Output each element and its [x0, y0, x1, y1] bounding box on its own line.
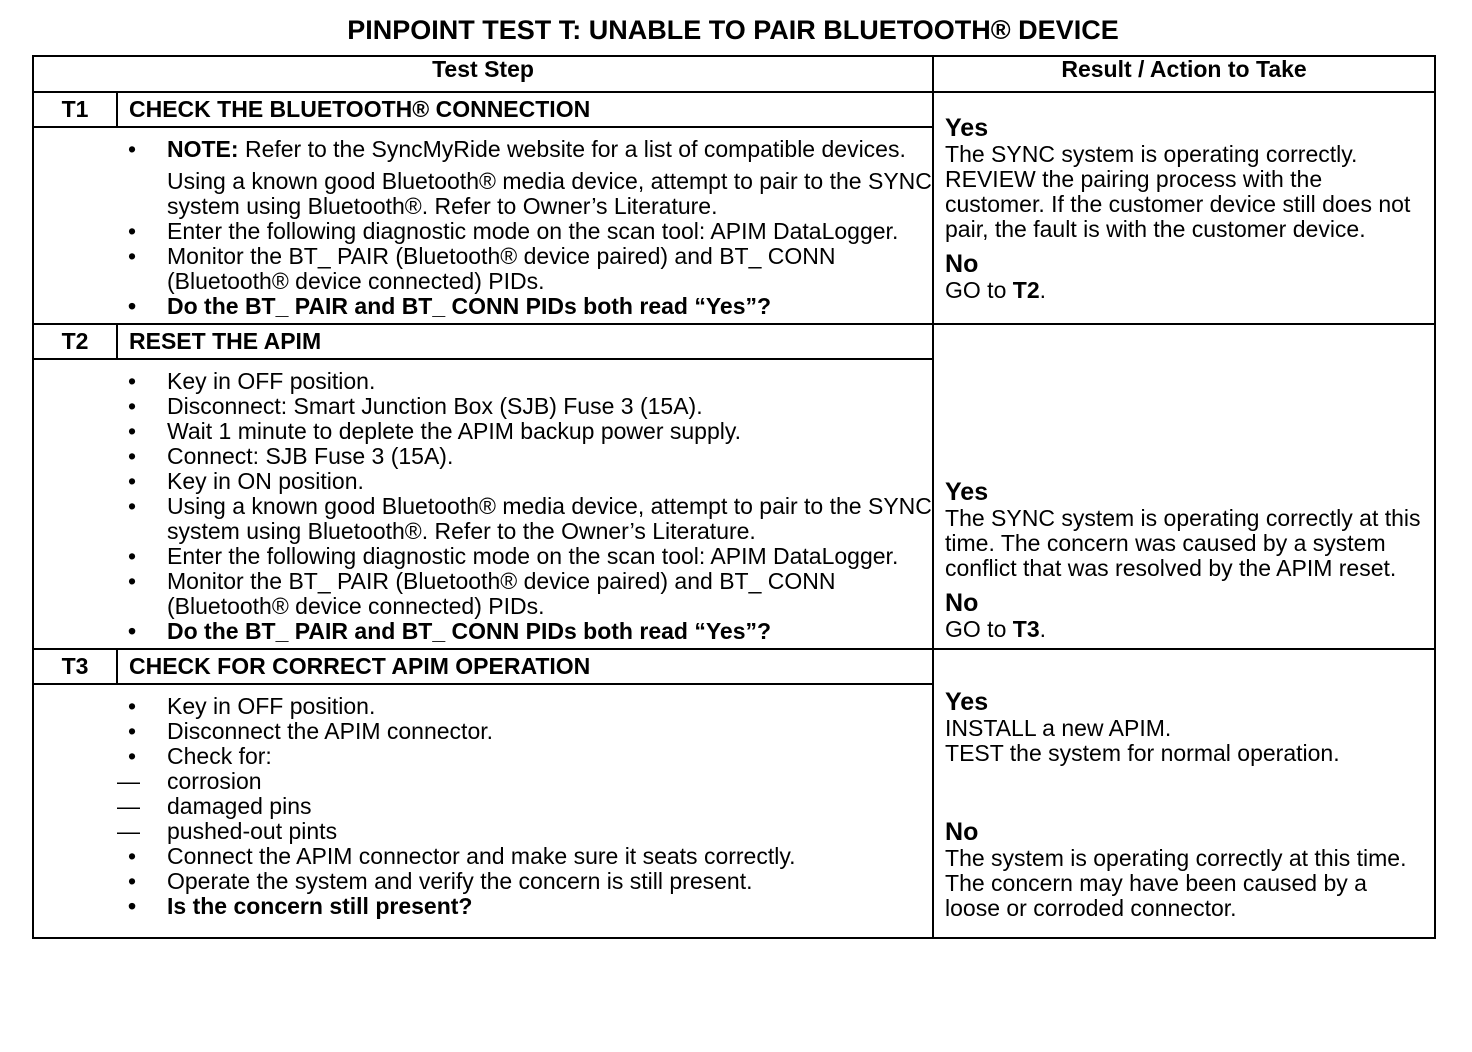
step-t2-yes-text: The SYNC system is operating correctly at this time. The concern was caused by a system conflict that was resolved by the APIM reset. [945, 505, 1421, 581]
step-t2-title: RESET THE APIM [117, 324, 933, 359]
note-label: NOTE: [167, 136, 239, 162]
step-t2-no-action: GO to T3. [945, 616, 1046, 642]
list-item: • Operate the system and verify the concern is still present. [128, 868, 753, 894]
step-t3-header-row [33, 649, 1435, 684]
list-item-question: • Do the BT_ PAIR and BT_ CONN PIDs both read “Yes”? [128, 618, 772, 644]
step-t2-result [933, 324, 1435, 649]
step-t3-result [933, 649, 1435, 938]
list-item: • Enter the following diagnostic mode on the scan tool: APIM DataLogger. [128, 218, 899, 244]
step-t3-yes-line1: INSTALL a new APIM. [945, 715, 1172, 741]
step-t1-result [933, 92, 1435, 324]
page-title: PINPOINT TEST T: UNABLE TO PAIR BLUETOOTH® DEVICE [347, 15, 1119, 45]
step-t3-id: T3 [33, 649, 117, 684]
list-item: • Key in OFF position. [128, 693, 376, 719]
step-t2-no-target: T3 [1012, 616, 1040, 642]
step-t1-title: CHECK THE BLUETOOTH® CONNECTION [117, 92, 933, 127]
result-header: Result / Action to Take [933, 56, 1435, 92]
note-continuation: Using a known good Bluetooth® media device, attempt to pair to the SYNC system using Bluetooth®. Refer to Owner’s Literature. [167, 168, 932, 219]
step-t3-no-text: The system is operating correctly at this time. The concern may have been caused by a loose or corroded connector. [945, 845, 1407, 921]
list-item: • Wait 1 minute to deplete the APIM backup power supply. [128, 418, 742, 444]
sub-list-item: — pushed-out pints [117, 818, 338, 844]
list-item: • Enter the following diagnostic mode on the scan tool: APIM DataLogger. [128, 543, 899, 569]
list-item: • Connect the APIM connector and make sure it seats correctly. [128, 843, 796, 869]
step-t3-title: CHECK FOR CORRECT APIM OPERATION [117, 649, 933, 684]
step-t2-yes-label: Yes [945, 478, 989, 506]
step-t3-yes-line2: TEST the system for normal operation. [945, 740, 1340, 766]
list-item: • Using a known good Bluetooth® media device, attempt to pair to the SYNC system using Bluetooth®. Refer to the Owner’s Literature. [128, 493, 932, 544]
step-t2-header-row [33, 324, 1435, 359]
step-t2-content [117, 359, 933, 649]
list-item: • NOTE: Refer to the SyncMyRide website for a list of compatible devices. Using a known good Bluetooth® media device, attempt to pair to the SYNC system using Bluetooth®. Refer to Owner’s Literature. [128, 136, 932, 219]
step-t2-no-label: No [945, 589, 979, 617]
step-t3-content [117, 684, 933, 938]
step-t2-id: T2 [33, 324, 117, 359]
step-t1-header-row [33, 92, 1435, 127]
step-t3-no-label: No [945, 818, 979, 846]
step-t1-yes-text: The SYNC system is operating correctly. REVIEW the pairing process with the customer. If the customer device still does not pair, the fault is with the customer device. [945, 140, 1411, 242]
step-t1-no-label: No [945, 249, 979, 278]
step-t1-no-target: T2 [1012, 276, 1040, 303]
list-item: • Disconnect: Smart Junction Box (SJB) Fuse 3 (15A). [128, 393, 703, 419]
pinpoint-test-table [32, 55, 1436, 939]
step-t1-yes-label: Yes [945, 113, 989, 142]
step-t1-no-action: GO to T2. [945, 276, 1046, 303]
list-item: • Monitor the BT_ PAIR (Bluetooth® device paired) and BT_ CONN (Bluetooth® device connected) PIDs. [128, 243, 836, 294]
list-item: • Disconnect the APIM connector. [128, 718, 494, 744]
list-item: • Connect: SJB Fuse 3 (15A). [128, 443, 454, 469]
list-item: • Monitor the BT_ PAIR (Bluetooth® device paired) and BT_ CONN (Bluetooth® device connected) PIDs. [128, 568, 836, 619]
list-item: • Key in OFF position. [128, 368, 376, 394]
step-t1-content [117, 127, 933, 324]
table-header-row [33, 56, 1435, 92]
sub-list-item: — corrosion [117, 768, 262, 794]
list-item: • Check for: — corrosion — damaged pins — pushed-out pints [117, 744, 932, 844]
list-item-question: • Is the concern still present? [128, 893, 473, 919]
list-item-question: • Do the BT_ PAIR and BT_ CONN PIDs both read “Yes”? [128, 293, 772, 319]
step-t1-id: T1 [33, 92, 117, 127]
list-item: • Key in ON position. [128, 468, 364, 494]
test-step-header: Test Step [33, 56, 933, 92]
step-t3-yes-label: Yes [945, 688, 989, 716]
sub-list-item: — damaged pins [117, 793, 312, 819]
